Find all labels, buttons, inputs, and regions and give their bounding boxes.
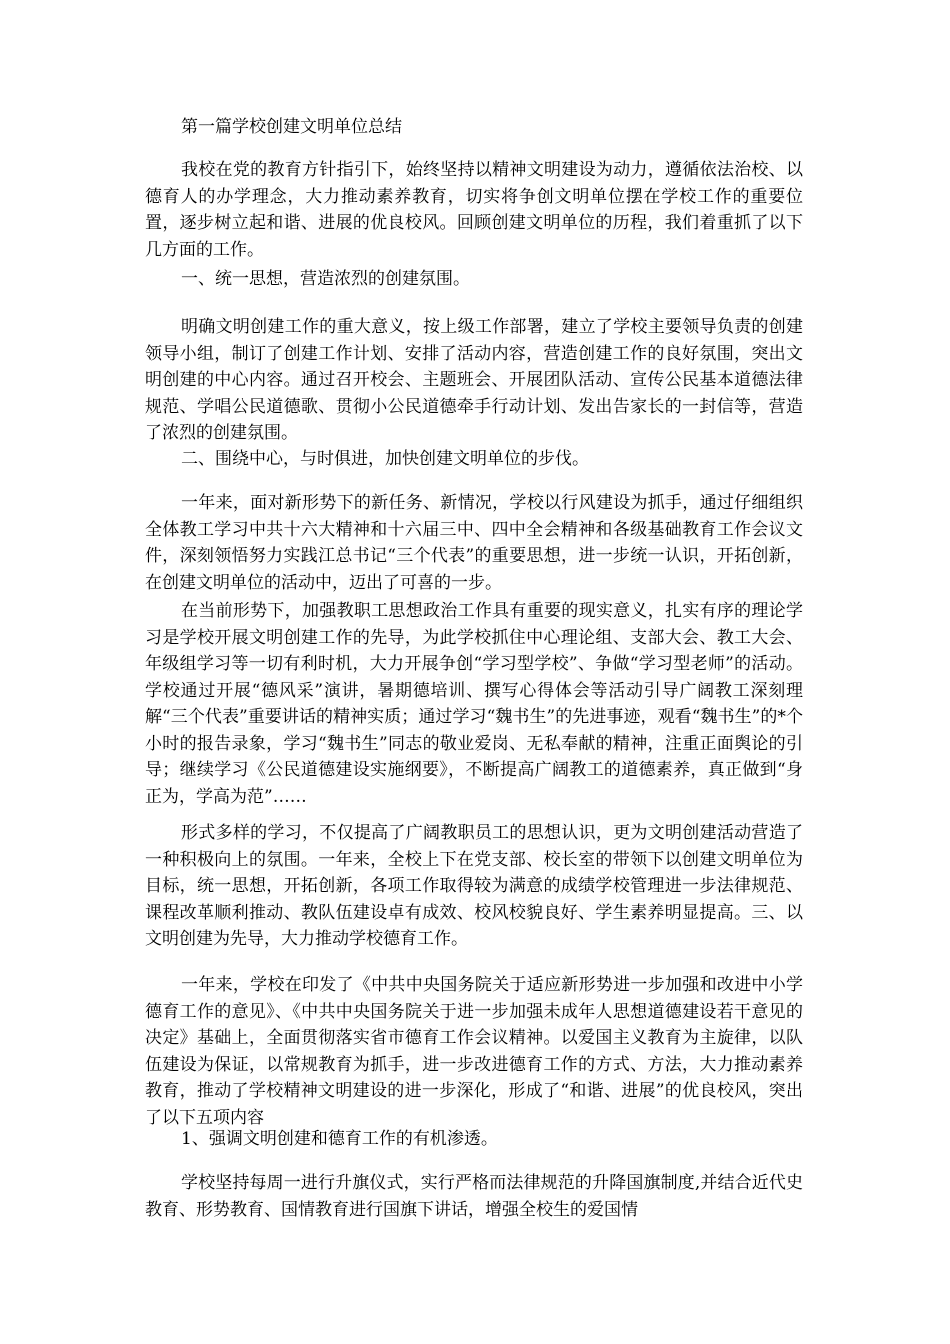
paragraph-6: 一年来，学校在印发了《中共中央国务院关于适应新形势进一步加强和改进中小学德育工作的意见》、《中共中央国务院关于进一步加强未成年人思想道德建设若干意见的决定》基础上，全面贯彻落实省市德育工作会议精神。以爱国主义教育为主旋律，以队伍建设为保证，以常规教育为抓手，进一步改进德育工作的方式、方法，大力推动素养教育，推动了学校精神文明建设的进一步深化，形成了“和谐、进展”的优良校风，突出了以下五项内容 — [145, 975, 803, 1128]
paragraph-2: 明确文明创建工作的重大意义，按上级工作部署，建立了学校主要领导负责的创建领导小组，制订了创建工作计划、安排了活动内容，营造创建工作的良好氛围，突出文明创建的中心内容。通过召开校会、主题班会、开展团队活动、宣传公民基本道德法律规范、学唱公民道德歌、贯彻小公民道德牵手行动计划、发出告家长的一封信等，营造了浓烈的创建氛围。 — [145, 317, 803, 443]
section-heading-1: 一、统一思想，营造浓烈的创建氛围。 — [181, 269, 470, 289]
document-title: 第一篇学校创建文明单位总结 — [181, 117, 402, 137]
section-heading-3: 1、强调文明创建和德育工作的有机渗透。 — [181, 1129, 498, 1149]
paragraph-4: 在当前形势下，加强教职工思想政治工作具有重要的现实意义，扎实有序的理论学习是学校开展文明创建工作的先导，为此学校抓住中心理论组、支部大会、教工大会、年级组学习等一切有利时机，大力开展争创“学习型学校”、争做“学习型老师”的活动。学校通过开展“德风采”演讲，暑期德培训、撰写心得体会等活动引导广阔教工深刻理解“三个代表”重要讲话的精神实质；通过学习“魏书生”的先进事迹，观看“魏书生”的*个小时的报告录象，学习“魏书生”同志的敬业爱岗、无私奉献的精神，注重正面舆论的引导；继续学习《公民道德建设实施纲要》，不断提高广阔教工的道德素养，真正做到“身正为，学高为范”…… — [145, 601, 803, 807]
paragraph-5: 形式多样的学习，不仅提高了广阔教职员工的思想认识，更为文明创建活动营造了一种积极向上的氛围。一年来，全校上下在党支部、校长室的带领下以创建文明单位为目标，统一思想，开拓创新，各项工作取得较为满意的成绩学校管理进一步法律规范、课程改革顺利推动、教队伍建设卓有成效、校风校貌良好、学生素养明显提高。三、以文明创建为先导，大力推动学校德育工作。 — [145, 823, 803, 949]
paragraph-7: 学校坚持每周一进行升旗仪式，实行严格而法律规范的升降国旗制度,并结合近代史教育、形势教育、国情教育进行国旗下讲话，增强全校生的爱国情 — [145, 1173, 803, 1220]
paragraph-3: 一年来，面对新形势下的新任务、新情况，学校以行风建设为抓手，通过仔细组织全体教工学习中共十六大精神和十六届三中、四中全会精神和各级基础教育工作会议文件，深刻领悟努力实践江总书记“三个代表”的重要思想，进一步统一认识，开拓创新，在创建文明单位的活动中，迈出了可喜的一步。 — [145, 493, 803, 593]
section-heading-2: 二、围绕中心，与时俱进，加快创建文明单位的步伐。 — [181, 449, 589, 469]
paragraph-1: 我校在党的教育方针指引下，始终坚持以精神文明建设为动力，遵循依法治校、以德育人的办学理念，大力推动素养教育，切实将争创文明单位摆在学校工作的重要位置，逐步树立起和谐、进展的优良校风。回顾创建文明单位的历程，我们着重抓了以下几方面的工作。 — [145, 160, 803, 260]
